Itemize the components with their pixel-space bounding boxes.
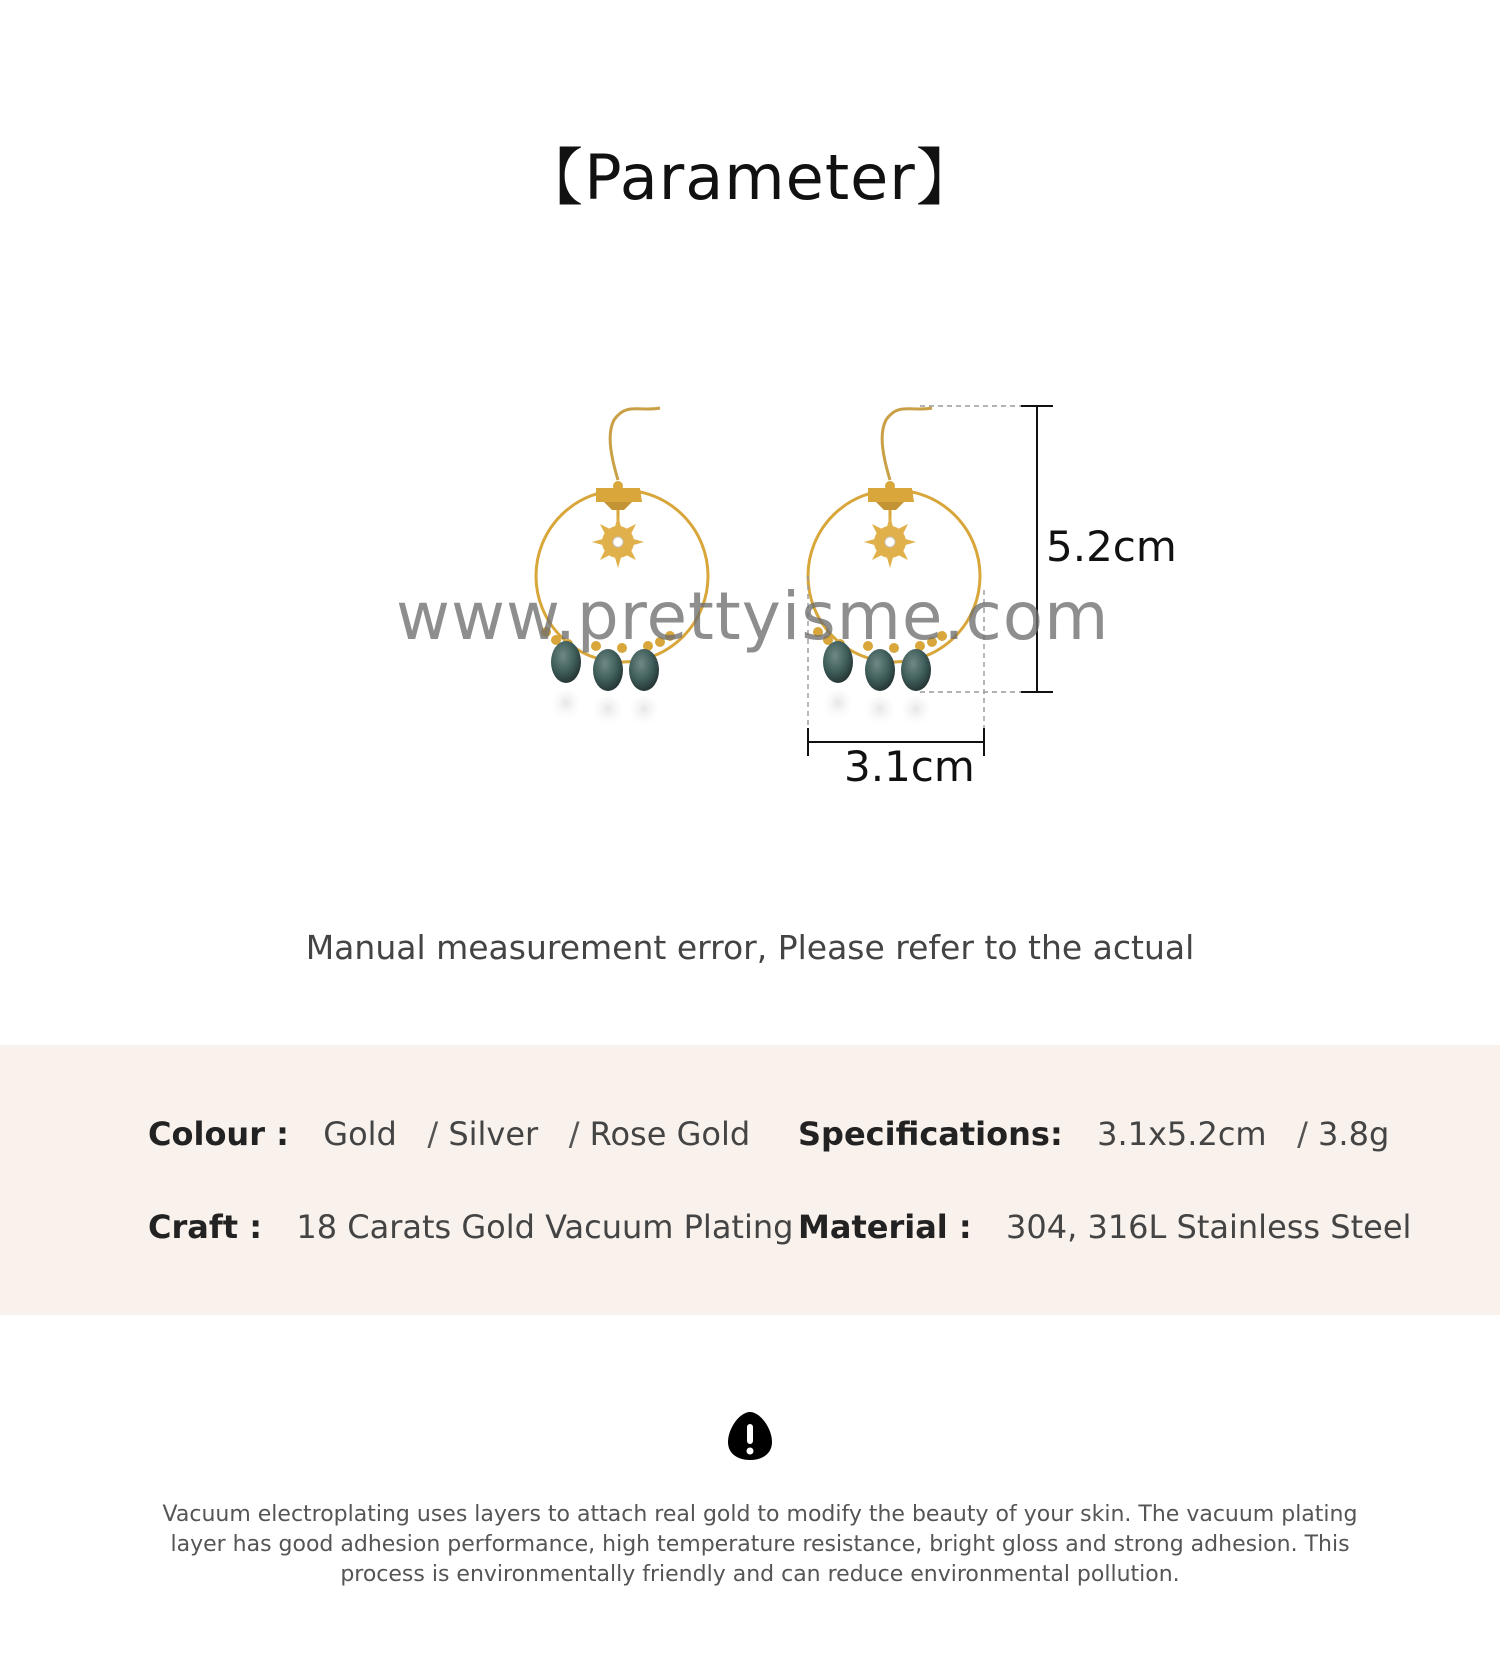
watermark: www.prettyisme.com — [396, 578, 1110, 655]
spec-specifications-value: 3.1x5.2cm — [1097, 1115, 1267, 1153]
spec-colour-value: Rose Gold — [589, 1115, 751, 1153]
spec-specifications-value: 3.8g — [1318, 1115, 1390, 1153]
footer-description: Vacuum electroplating uses layers to attach real gold to modify the beauty of your skin. The vacuum plating layer has good adhesion performance, high temperature resistance, bright gloss and strong adhesion. This process is environmentally friendly and can reduce environmental pollution. — [162, 1502, 1358, 1587]
spec-craft-value: 18 Carats Gold Vacuum Plating — [296, 1208, 794, 1246]
spec-colour-value: Silver — [448, 1115, 539, 1153]
right-earring — [808, 408, 980, 728]
spec-colour: Colour : Gold / Silver / Rose Gold — [148, 1115, 751, 1153]
spec-panel — [0, 1045, 1500, 1315]
width-dimension-label: 3.1cm — [844, 742, 975, 791]
page-title: 【Parameter】 — [521, 141, 979, 214]
spec-specifications: Specifications: 3.1x5.2cm / 3.8g — [798, 1115, 1390, 1153]
spec-specifications-label: Specifications: — [798, 1115, 1063, 1153]
spec-colour-label: Colour : — [148, 1115, 289, 1153]
spec-material — [798, 1208, 1411, 1246]
spec-colour-value: Gold — [323, 1115, 397, 1153]
spec-material-value: 304, 316L Stainless Steel — [1006, 1208, 1412, 1246]
spec-craft — [148, 1208, 793, 1246]
spec-craft-label: Craft : — [148, 1208, 263, 1246]
height-dimension-label: 5.2cm — [1046, 522, 1177, 571]
measurement-note: Manual measurement error, Please refer to the actual — [305, 928, 1195, 967]
warning-icon — [726, 1410, 774, 1466]
spec-material-label: Material : — [798, 1208, 972, 1246]
left-earring — [536, 408, 708, 728]
